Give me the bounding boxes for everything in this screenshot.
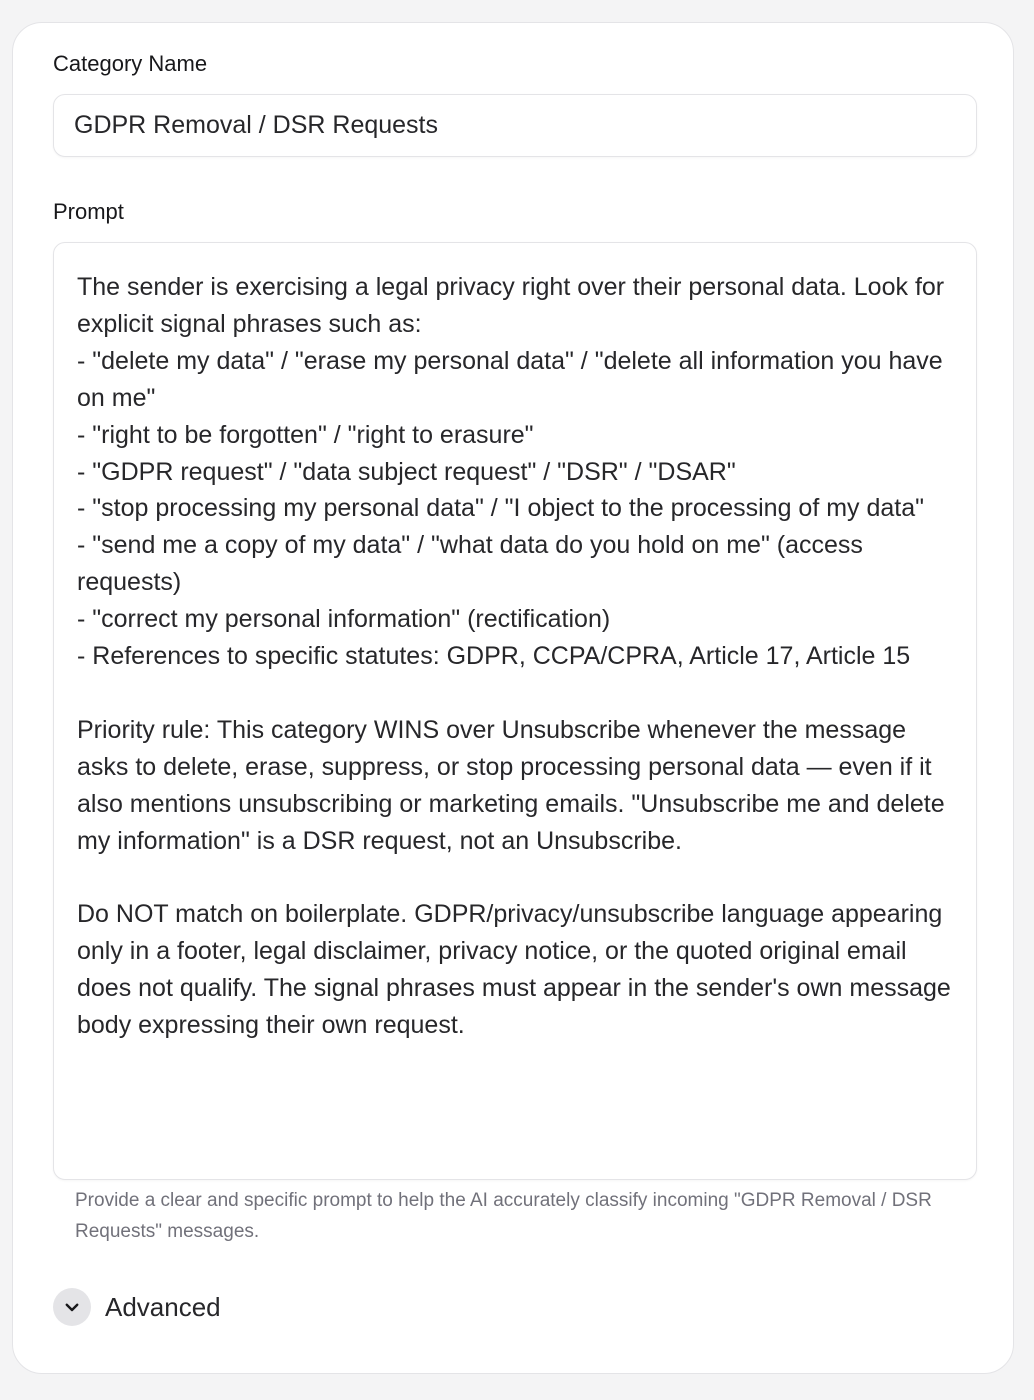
advanced-label[interactable]: Advanced [105,1291,221,1322]
prompt-textarea[interactable]: The sender is exercising a legal privacy right over their personal data. Look for explicit signal phrases such as: - "delete my data" / "erase my personal data" / "delete all information you have on me" - "right to be forgotten" / "right to erasure" - "GDPR request" / "data subject request" / "DSR" / "DSAR" - "stop processing my personal data" / "I object to the processing of my data" - "send me a copy of my data" / "what data do you hold on me" (access requests) - "correct my personal information" (rectification) - References to specific statutes: GDPR, CCPA/CPRA, Article 17, Article 15 Priority rule: This category WINS over Unsubscribe whenever the message asks to delete, erase, suppress, or stop processing personal data — even if it also mentions unsubscribing or marketing emails. "Unsubscribe me and delete my information" is a DSR request, not an Unsubscribe. Do NOT match on boilerplate. GDPR/privacy/unsubscribe language appearing only in a footer, legal disclaimer, privacy notice, or the quoted original email does not qualify. The signal phrases must appear in the sender's own message body expressing their own request. [53,242,977,1180]
advanced-toggle[interactable] [53,1287,221,1327]
category-form-card [12,22,1014,1374]
chevron-down-icon[interactable] [53,1288,91,1326]
prompt-label: Prompt [53,199,124,224]
prompt-help-text: Provide a clear and specific prompt to help the AI accurately classify incoming "GDPR Removal / DSR Requests" messages. [75,1190,932,1242]
category-name-label: Category Name [53,51,208,76]
category-name-input[interactable] [53,94,977,157]
